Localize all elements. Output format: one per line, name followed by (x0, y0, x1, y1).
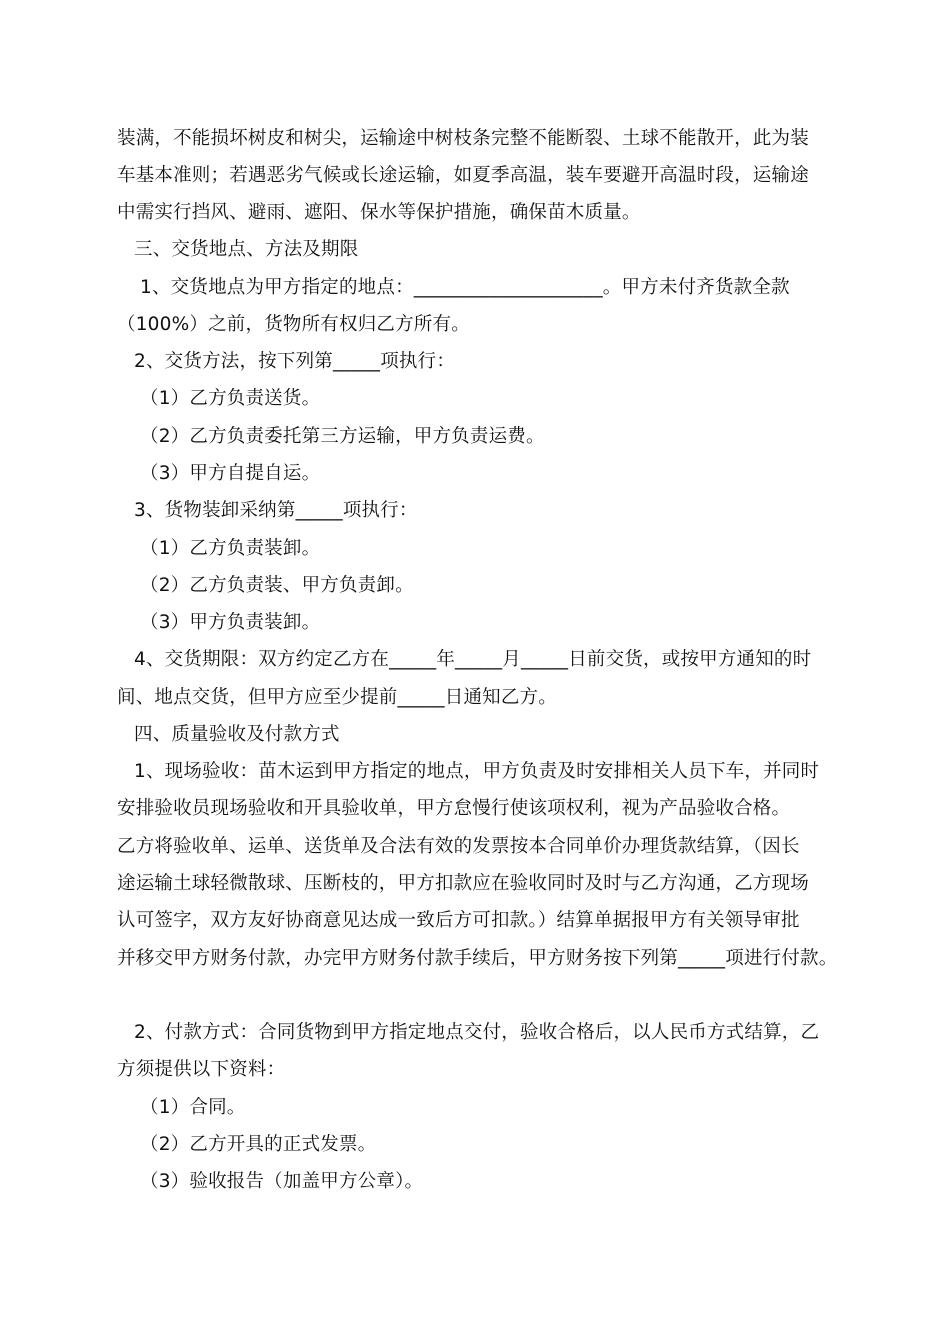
list-item: （1）合同。 (140, 1097, 246, 1118)
section-heading: 三、交货地点、方法及期限 (134, 239, 359, 260)
list-item: （3）甲方自提自运。 (140, 463, 321, 484)
text-line: 安排验收员现场验收和开具验收单，甲方怠慢行使该项权利，视为产品验收合格。 (117, 798, 791, 819)
text-line: 乙方将验收单、运单、送货单及合法有效的发票按本合同单价办理货款结算，（因长 (117, 836, 800, 857)
text-line: 方须提供以下资料： (117, 1059, 286, 1080)
list-item: （1）乙方负责装卸。 (140, 538, 321, 559)
text-line: 间、地点交货，但甲方应至少提前_____日通知乙方。 (117, 687, 557, 708)
list-item: （3）验收报告（加盖甲方公章）。 (140, 1171, 424, 1192)
list-item: （1）乙方负责送货。 (140, 388, 321, 409)
text-line: （100%）之前，货物所有权归乙方所有。 (117, 314, 470, 335)
text-line: 4、交货期限：双方约定乙方在_____年_____月_____日前交货，或按甲方通知的时 (134, 649, 812, 670)
text-line: 2、付款方式：合同货物到甲方指定地点交付，验收合格后，以人民币方式结算，乙 (134, 1022, 820, 1043)
text-line: 1、交货地点为甲方指定的地点：____________________。甲方未付齐货款全款 (140, 277, 790, 298)
text-line: 并移交甲方财务付款，办完甲方财务付款手续后，甲方财务按下列第_____项进行付款。 (117, 948, 838, 969)
list-item: （2）乙方负责委托第三方运输，甲方负责运费。 (140, 426, 545, 447)
text-line: 途运输土球轻微散球、压断枝的，甲方扣款应在验收同时及时与乙方沟通，乙方现场 (117, 873, 809, 894)
text-line: 装满，不能损坏树皮和树尖，运输途中树枝条完整不能断裂、土球不能散开，此为装 (117, 128, 809, 149)
text-line: 车基本准则；若遇恶劣气候或长途运输，如夏季高温，装车要避开高温时段，运输途 (117, 165, 809, 186)
list-item: （3）甲方负责装卸。 (140, 612, 321, 633)
text-line: 2、交货方法，按下列第_____项执行： (134, 351, 456, 372)
text-line: 3、货物装卸采纳第_____项执行： (134, 500, 418, 521)
list-item: （2）乙方开具的正式发票。 (140, 1134, 377, 1155)
text-line: 中需实行挡风、避雨、遮阳、保水等保护措施，确保苗木质量。 (117, 202, 641, 223)
text-line: 认可签字，双方友好协商意见达成一致后方可扣款。）结算单据报甲方有关领导审批 (117, 910, 800, 931)
list-item: （2）乙方负责装、甲方负责卸。 (140, 575, 414, 596)
section-heading: 四、质量验收及付款方式 (134, 724, 340, 745)
text-line: 1、现场验收：苗木运到甲方指定的地点，甲方负责及时安排相关人员下车，并同时 (134, 761, 820, 782)
